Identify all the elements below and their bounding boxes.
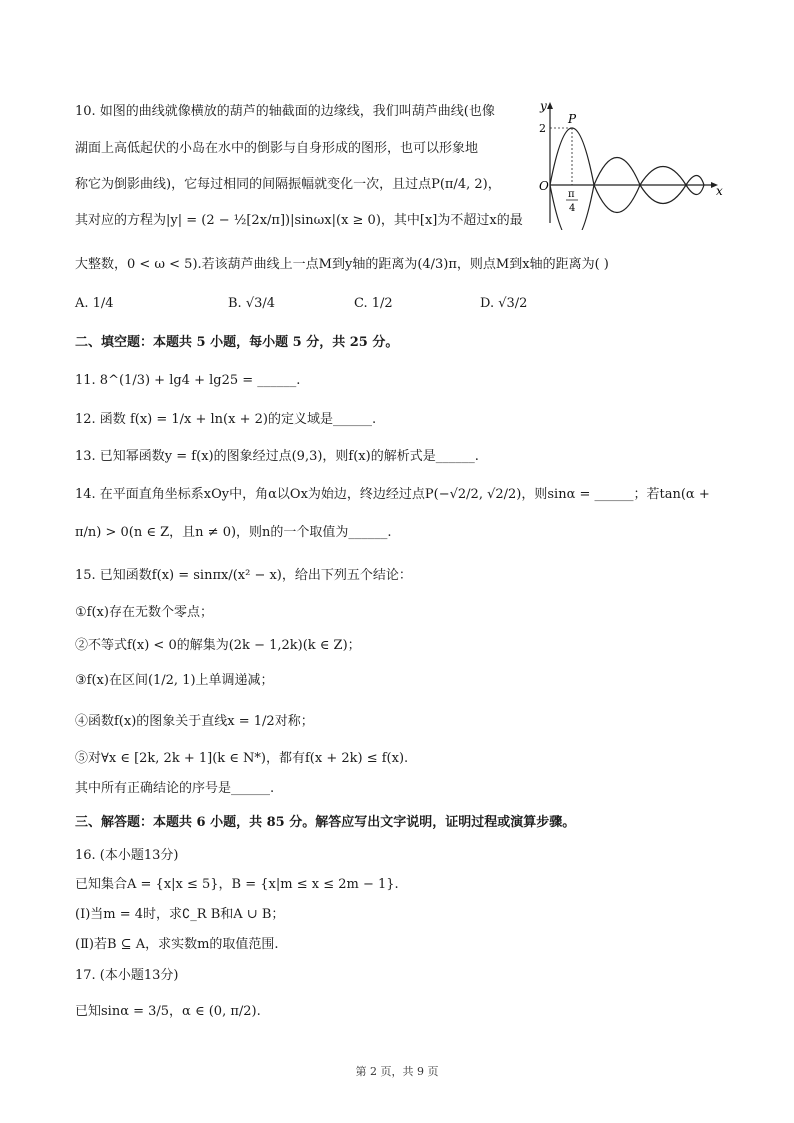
q16-part-1: (Ⅰ)当m = 4时，求∁_R B和A ∪ B；	[75, 907, 285, 922]
q15-item-2: ②不等式f(x) < 0的解集为(2k − 1,2k)(k ∈ Z)；	[75, 638, 361, 653]
q15-item-1: ①f(x)存在无数个零点；	[75, 605, 213, 620]
q17-header: 17. (本小题13分)	[75, 968, 179, 983]
q10-line-4: 其对应的方程为|y| = (2 − ½[2x/π])|sinωx|(x ≥ 0)，其中[x]为不超过x的最	[75, 213, 523, 228]
q12: 12. 函数 f(x) = 1/x + ln(x + 2)的定义域是______.	[75, 412, 377, 427]
q10-line-5: 大整数，0 < ω < 5).若该葫芦曲线上一点M到y轴的距离为(4/3)π，则点M到x轴的距离为( )	[75, 257, 609, 272]
q13: 13. 已知幂函数y = f(x)的图象经过点(9,3)，则f(x)的解析式是______.	[75, 449, 479, 464]
y-tick-label: 2	[539, 122, 546, 135]
q10-line-2: 湖面上高低起伏的小岛在水中的倒影与自身形成的图形，也可以形象地	[75, 141, 479, 156]
option-d: D. √3/2	[480, 296, 528, 311]
q17-given: 已知sinα = 3/5，α ∈ (0, π/2).	[75, 1004, 261, 1019]
option-c: C. 1/2	[354, 296, 393, 311]
q15-item-5: ⑤对∀x ∈ [2k, 2k + 1](k ∈ N*)，都有f(x + 2k) ≤ f(x).	[75, 751, 409, 766]
q14-line-2: π/n) > 0(n ∈ Z，且n ≠ 0)，则n的一个取值为______.	[75, 525, 392, 540]
q10-line-3: 称它为倒影曲线)，它每过相同的间隔振幅就变化一次，且过点P(π/4, 2)，	[75, 177, 501, 192]
origin-label: O	[539, 179, 549, 193]
y-axis-arrow	[547, 102, 553, 109]
q10-line-1: 10. 如图的曲线就像横放的葫芦的轴截面的边缘线，我们叫葫芦曲线(也像	[75, 104, 495, 119]
q16-header: 16. (本小题13分)	[75, 848, 179, 863]
section-3-heading: 三、解答题：本题共 6 小题，共 85 分。解答应写出文字说明，证明过程或演算步骤。	[75, 815, 576, 830]
option-b: B. √3/4	[228, 296, 276, 311]
q15-item-3: ③f(x)在区间(1/2, 1)上单调递减；	[75, 673, 274, 688]
q15-stem: 15. 已知函数f(x) = sinπx/(x² − x)，给出下列五个结论：	[75, 568, 412, 583]
q16-part-2: (Ⅱ)若B ⊆ A，求实数m的取值范围.	[75, 937, 279, 952]
q11: 11. 8^(1/3) + lg4 + lg25 = ______.	[75, 373, 301, 388]
option-a: A. 1/4	[75, 296, 114, 311]
x-tick-numerator: π	[568, 189, 575, 200]
q15-ask: 其中所有正确结论的序号是______.	[75, 781, 275, 796]
point-p-label: P	[568, 112, 577, 126]
gourd-curve-figure	[528, 98, 724, 230]
section-2-heading: 二、填空题：本题共 5 小题，每小题 5 分，共 25 分。	[75, 335, 399, 350]
x-tick-denominator: 4	[569, 203, 576, 214]
x-label: x	[716, 184, 723, 198]
q14-line-1: 14. 在平面直角坐标系xOy中，角α以Ox为始边，终边经过点P(−√2/2, √2/2)，则sinα = ______；若tan(α +	[75, 487, 710, 502]
page-footer: 第 2 页，共 9 页	[355, 1065, 439, 1078]
upper-curve	[550, 128, 704, 185]
q15-item-4: ④函数f(x)的图象关于直线x = 1/2对称；	[75, 714, 314, 729]
q16-given: 已知集合A = {x|x ≤ 5}，B = {x|m ≤ x ≤ 2m − 1}.	[75, 877, 399, 892]
y-label: y	[540, 99, 547, 113]
